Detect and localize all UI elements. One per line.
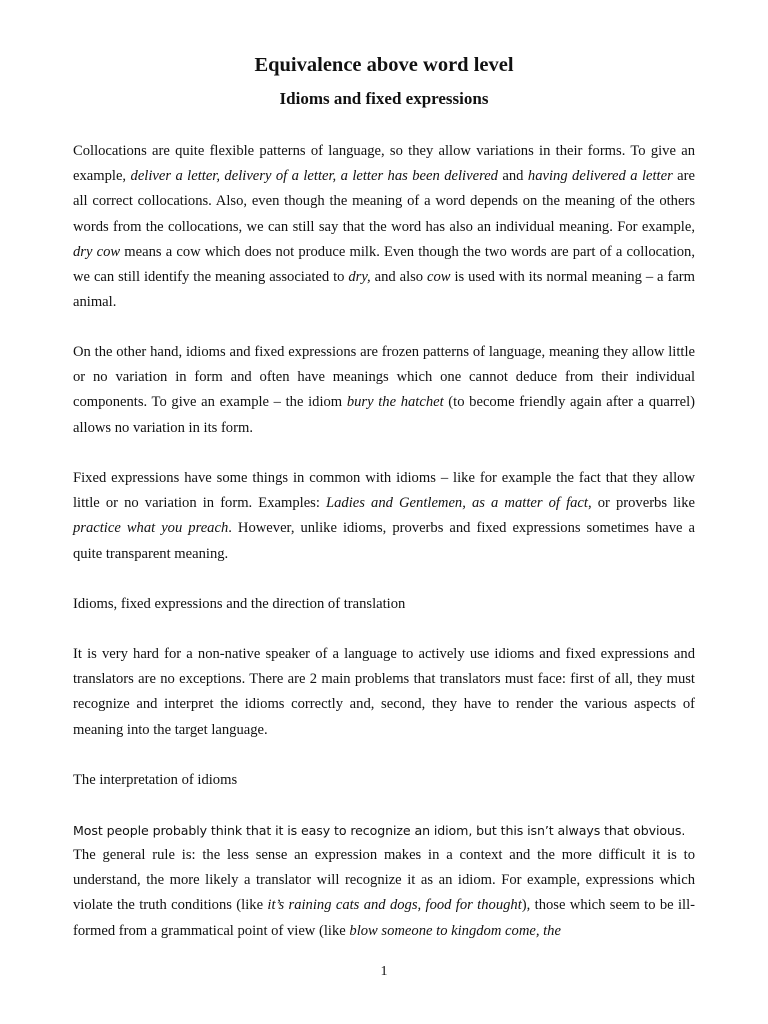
text-run: and also [370, 269, 428, 286]
text-run: is used with its normal meaning – a farm animal. [73, 269, 696, 311]
italic-term: having delivered a letter [527, 168, 673, 185]
page-number: 1 [380, 964, 388, 979]
italic-term: it’s raining cats and dogs, food for thought [267, 897, 522, 914]
text-run: Collocations are quite flexible patterns of language, so they allow variations in their forms. To give an example, [73, 143, 695, 185]
text-run: are all correct collocations. Also, even though the meaning of a word depends on the meaning of the others words from the collocations, we can still say that the word has also an individual meaning. For example, [73, 168, 695, 235]
italic-term: cow [427, 269, 451, 286]
section-heading-direction: Idioms, fixed expressions and the direction of translation [73, 596, 406, 612]
text-run: The general rule is: the less sense an expression makes in a context and the more difficult it is to understand, the more likely a translator will recognize it as an idiom. For example, expressions which violate the truth conditions (like [73, 847, 695, 914]
paragraph-fixed-expressions [73, 466, 695, 567]
italic-term: practice what you preach [73, 520, 229, 537]
paragraph-general-rule [73, 843, 695, 944]
text-run: , or proverbs like [587, 495, 696, 512]
text-run: It is very hard for a non-native speaker of a language to actively use idioms and fixed expressions and translators are no exceptions. There are 2 main problems that translators must face: first of all, they must recognize and interpret the idioms correctly and, second, they have to render the various aspects of meaning into the target language. [73, 646, 695, 738]
italic-term: dry cow [73, 243, 121, 260]
text-run: On the other hand, idioms and fixed expressions are frozen patterns of language, meaning they allow little or no variation in form and often have meanings which one cannot deduce from their individual components. To give an example – the idiom [73, 344, 695, 411]
text-run: ), those which seem to be ill-formed from a grammatical point of view (like [73, 897, 695, 939]
italic-term: bury the hatchet [346, 394, 444, 411]
italic-term: deliver a letter, delivery of a letter, a letter has been delivered [130, 168, 498, 185]
paragraph-collocations [73, 139, 695, 315]
paragraph-non-native [73, 642, 695, 743]
text-run: Fixed expressions have some things in common with idioms – like for example the fact that they allow little or no variation in form. Examples: [73, 470, 695, 512]
text-run: means a cow which does not produce milk. Even though the two words are part of a collocation, we can still identify the meaning associated to [73, 243, 695, 286]
paragraph-idioms-frozen [73, 340, 695, 441]
text-run: (to become friendly again after a quarrel) allows no variation in its form. [73, 394, 695, 436]
paragraph-recognize-first-line: Most people probably think that it is easy to recognize an idiom, but this isn’t always that obvious. [73, 823, 686, 838]
italic-term: blow someone to kingdom come, the [349, 922, 561, 939]
italic-term: Ladies and Gentlemen, as a matter of fact [326, 495, 588, 512]
text-run: and [497, 168, 528, 185]
document-subtitle: Idioms and fixed expressions [279, 89, 489, 108]
text-run: . However, unlike idioms, proverbs and fixed expressions sometimes have a quite transparent meaning. [73, 520, 695, 562]
italic-term: dry, [348, 269, 371, 286]
section-heading-interpretation: The interpretation of idioms [73, 772, 238, 788]
document-title: Equivalence above word level [254, 54, 514, 76]
